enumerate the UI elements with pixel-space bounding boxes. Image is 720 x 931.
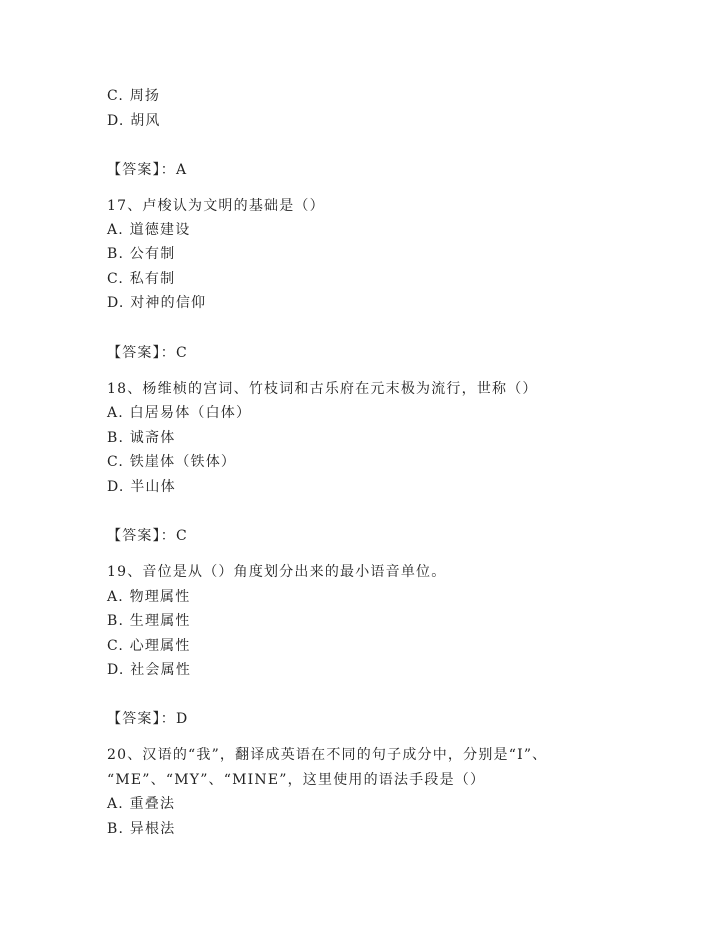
question-stem: 17、卢梭认为文明的基础是（） [107,198,325,214]
option-b: B. 诚斋体 [107,430,176,446]
answer-label: 【答案】：A [107,162,188,178]
option-a: A. 白居易体（白体） [107,405,252,421]
option-d: D. 胡风 [107,113,161,129]
option-c: C. 心理属性 [107,638,191,654]
answer-label: 【答案】：C [107,528,188,544]
question-stem: 18、杨维桢的宫词、竹枝词和古乐府在元末极为流行，世称（） [107,381,538,397]
question-stem-line-1: 20、汉语的“我”，翻译成英语在不同的句子成分中，分别是“I”、 [107,747,548,763]
option-c: C. 周扬 [107,88,161,104]
option-c: C. 铁崖体（铁体） [107,454,237,470]
answer-label: 【答案】：D [107,711,189,727]
option-a: A. 道德建设 [107,222,191,238]
option-d: D. 半山体 [107,479,176,495]
option-b: B. 公有制 [107,246,176,262]
option-b: B. 异根法 [107,821,176,837]
question-stem-line-2: “ME”、“MY”、“MINE”，这里使用的语法手段是（） [107,772,486,788]
option-b: B. 生理属性 [107,613,191,629]
option-a: A. 物理属性 [107,589,191,605]
question-stem: 19、音位是从（）角度划分出来的最小语音单位。 [107,564,447,580]
option-d: D. 对神的信仰 [107,295,207,311]
option-d: D. 社会属性 [107,662,192,678]
option-c: C. 私有制 [107,271,176,287]
answer-label: 【答案】：C [107,345,188,361]
option-a: A. 重叠法 [107,796,176,812]
